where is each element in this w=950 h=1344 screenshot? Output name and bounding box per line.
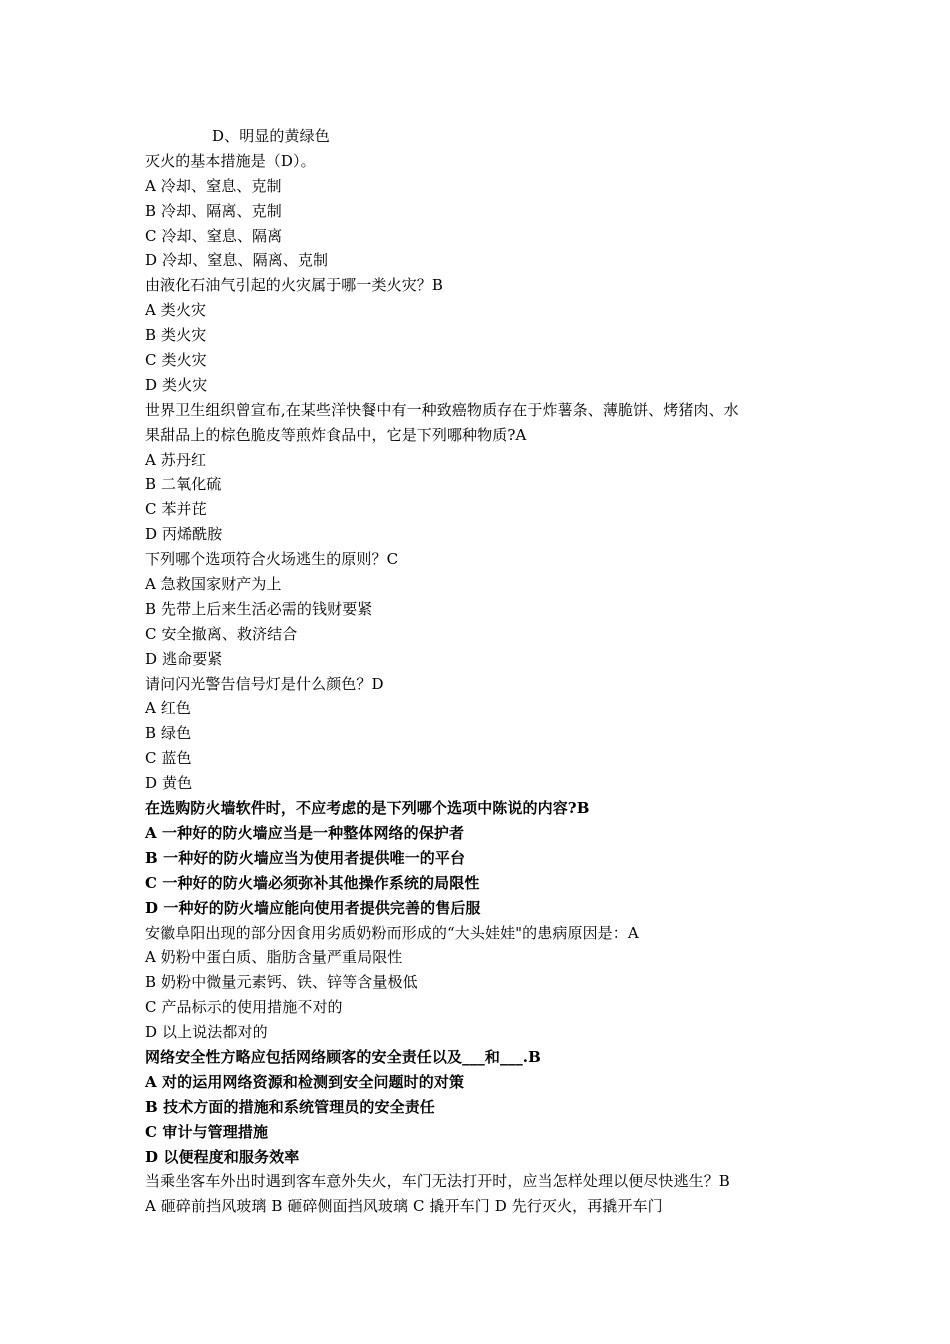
text-line: 请问闪光警告信号灯是什么颜色？D [145,674,384,693]
text-line: B 先带上后来生活必需的钱财要紧 [145,599,373,618]
text-line: 果甜品上的棕色脆皮等煎炸食品中，它是下列哪种物质?A [145,425,527,444]
text-line: A 一种好的防火墙应当是一种整体网络的保护者 [145,823,465,842]
text-line: A 急救国家财产为上 [145,575,282,594]
text-line: C 苯并芘 [145,500,207,519]
text-line: D 以上说法都对的 [145,1023,268,1042]
text-line: A 苏丹红 [145,450,207,469]
text-line: D 以便程度和服务效率 [145,1147,300,1166]
text-line: 灭火的基本措施是（D）。 [145,151,316,170]
text-line: A 红色 [145,699,192,718]
text-line: C 产品标示的使用措施不对的 [145,998,343,1017]
text-line: D、明显的黄绿色 [212,127,330,145]
text-line: C 蓝色 [145,749,192,768]
text-line: B 一种好的防火墙应当为使用者提供唯一的平台 [145,848,466,867]
text-line: C 冷却、窒息、隔离 [145,226,283,245]
text-line: 下列哪个选项符合火场逃生的原则？C [145,550,399,569]
text-line: 由液化石油气引起的火灾属于哪一类火灾？B [145,276,444,295]
text-line: D 冷却、窒息、隔离、克制 [145,251,329,270]
text-line: A 类火灾 [145,301,207,320]
text-line: C 一种好的防火墙必须弥补其他操作系统的局限性 [145,873,480,892]
text-line: A 砸碎前挡风玻璃 B 砸碎侧面挡风玻璃 C 撬开车门 D 先行灭火，再撬开车门 [145,1197,663,1216]
text-line: D 逃命要紧 [145,649,223,668]
text-line: C 审计与管理措施 [145,1122,269,1141]
text-line: D 一种好的防火墙应能向使用者提供完善的售后服 [145,898,481,917]
text-line: D 类火灾 [145,375,208,394]
text-line: B 冷却、隔离、克制 [145,201,282,220]
text-line: D 黄色 [145,774,193,793]
text-line: D 丙烯酰胺 [145,525,223,544]
text-line: B 二氧化硫 [145,475,222,494]
document-body [145,124,825,1219]
text-line: A 冷却、窒息、克制 [145,176,282,195]
text-line: C 类火灾 [145,351,207,370]
text-line: 在选购防火墙软件时，不应考虑的是下列哪个选项中陈说的内容?B [145,799,590,818]
text-line: B 奶粉中微量元素钙、铁、锌等含量极低 [145,973,418,992]
text-line: A 对的运用网络资源和检测到安全问题时的对策 [145,1072,465,1091]
text-line: B 类火灾 [145,326,207,345]
text-line: 网络安全性方略应包括网络顾客的安全责任以及___和___.B [145,1047,541,1066]
text-line: B 绿色 [145,724,192,743]
text-line: B 技术方面的措施和系统管理员的安全责任 [145,1097,435,1116]
text-line: 世界卫生组织曾宣布,在某些洋快餐中有一种致癌物质存在于炸薯条、薄脆饼、烤猪肉、水 [145,400,739,419]
text-line: A 奶粉中蛋白质、脂肪含量严重局限性 [145,948,403,967]
text-line: C 安全撤离、救济结合 [145,624,298,643]
text-line: 安徽阜阳出现的部分因食用劣质奶粉而形成的“大头娃娃"的患病原因是：A [145,923,639,942]
text-line: 当乘坐客车外出时遇到客车意外失火，车门无法打开时，应当怎样处理以便尽快逃生？B [145,1172,730,1191]
